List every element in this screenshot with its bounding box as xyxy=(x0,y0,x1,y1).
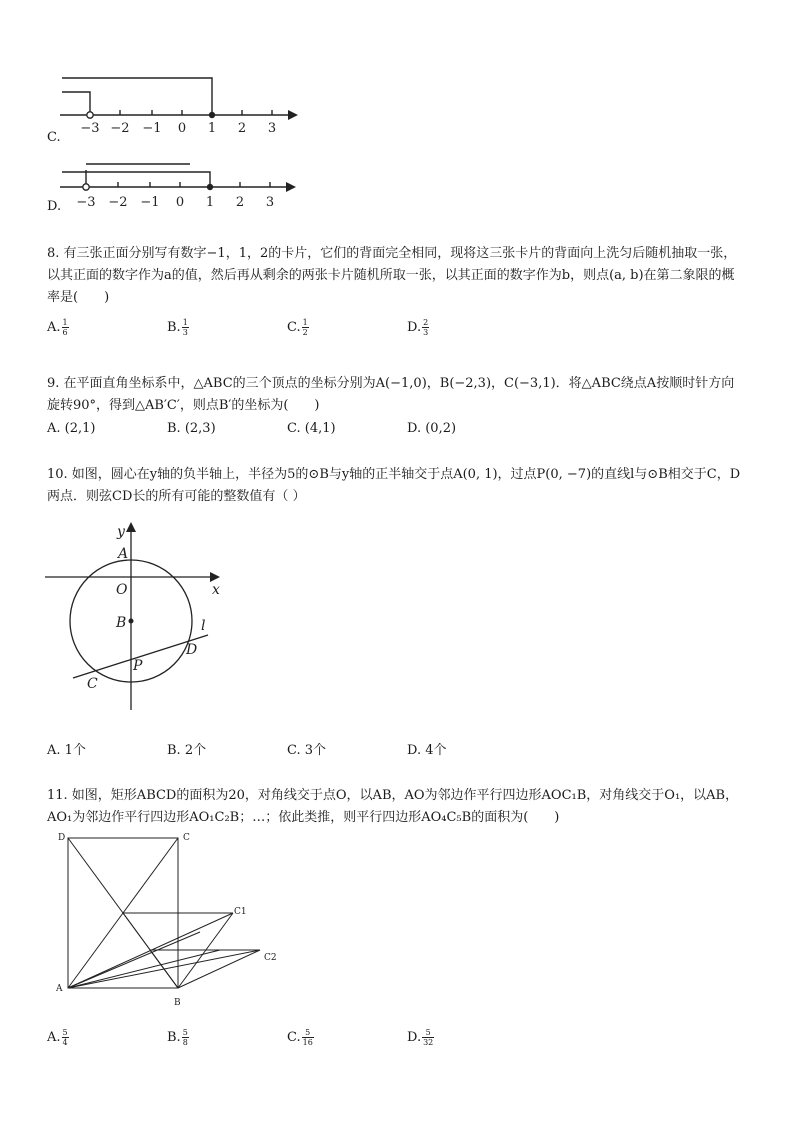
tick-label: 0 xyxy=(175,195,185,210)
option-c-label: C. xyxy=(47,130,61,145)
numerator: 1 xyxy=(182,318,188,327)
denominator: 16 xyxy=(302,1038,313,1047)
choice-letter: D. xyxy=(407,320,422,335)
question-10-text: 10. 如图，圆心在y轴的负半轴上，半径为5的⊙B与y轴的正半轴交于点A(0, 1)，过点P(0, −7)的直线l与⊙B相交于C，D两点．则弦CD长的所有可能的整数值有（ ） xyxy=(47,467,741,504)
choice-letter: D. xyxy=(407,1030,422,1045)
choice-a xyxy=(47,1028,69,1047)
question-8-text: 8. 有三张正面分别写有数字−1，1，2的卡片，它们的背面完全相同，现将这三张卡片的背面向上洗匀后随机抽取一张，以其正面的数字作为a的值，然后再从剩余的两张卡片随机所取一张，以其正面的数字作为b，则点(a, b)在第二象限的概率是( ) xyxy=(47,246,737,305)
choice-a: A. (2,1) xyxy=(47,421,96,436)
choice-letter: A. xyxy=(47,320,61,335)
choice-c: C. (4,1) xyxy=(287,421,336,436)
tick-label: −2 xyxy=(108,195,128,210)
label-l: l xyxy=(201,618,206,634)
tick-label: −1 xyxy=(142,121,162,136)
label-y: y xyxy=(117,524,125,540)
fraction xyxy=(422,318,429,337)
label-x: x xyxy=(212,582,220,598)
label-c: C xyxy=(87,676,98,692)
choice-b: B. 2个 xyxy=(167,743,207,758)
choice-d xyxy=(407,318,429,337)
fraction xyxy=(422,1028,434,1047)
choice-d: D. (0,2) xyxy=(407,421,457,436)
fraction xyxy=(302,1028,314,1047)
rectangle-figure xyxy=(50,828,290,1013)
choice-b xyxy=(167,318,189,337)
choice-a xyxy=(47,318,69,337)
tick-label: 3 xyxy=(265,195,275,210)
question-9-text: 9. 在平面直角坐标系中，△ABC的三个顶点的坐标分别为A(−1,0)，B(−2,3)，C(−3,1)．将△ABC绕点A按顺时针方向旋转90°，得到△AB′C′，则点B′的坐标为( ) xyxy=(47,376,735,413)
label-o: O xyxy=(116,582,128,598)
denominator: 3 xyxy=(182,328,188,337)
choice-letter: C. xyxy=(287,320,301,335)
label-a: A xyxy=(56,984,63,994)
choice-c xyxy=(287,318,309,337)
numerator: 5 xyxy=(62,1028,68,1037)
number-line-c xyxy=(40,70,300,150)
label-c1: C1 xyxy=(234,907,247,917)
tick-label: −1 xyxy=(140,195,160,210)
label-d: D xyxy=(58,833,66,843)
tick-label: 2 xyxy=(235,195,245,210)
tick-label: 3 xyxy=(267,121,277,136)
circle-figure xyxy=(40,520,240,715)
question-11-text: 11. 如图，矩形ABCD的面积为20，对角线交于点O，以AB，AO为邻边作平行四边形AOC₁B，对角线交于O₁，以AB，AO₁为邻边作平行四边形AO₁C₂B；…；依此类推，则平行四边形AO₄C₅B的面积为( ) xyxy=(47,788,739,825)
numerator: 5 xyxy=(182,1028,188,1037)
tick-label: −3 xyxy=(80,121,100,136)
number-line-d xyxy=(40,158,300,220)
numerator: 1 xyxy=(62,318,68,327)
denominator: 4 xyxy=(62,1038,68,1047)
denominator: 3 xyxy=(423,328,429,337)
tick-label: 1 xyxy=(207,121,217,136)
fraction xyxy=(302,318,309,337)
fraction xyxy=(62,318,69,337)
choice-letter: B. xyxy=(167,320,181,335)
label-c2: C2 xyxy=(264,953,277,963)
choice-letter: A. xyxy=(47,1030,61,1045)
choice-b: B. (2,3) xyxy=(167,421,216,436)
label-c: C xyxy=(183,833,190,843)
choice-c: C. 3个 xyxy=(287,743,327,758)
choice-c xyxy=(287,1028,314,1047)
fraction xyxy=(182,318,189,337)
tick-label: 1 xyxy=(205,195,215,210)
numerator: 1 xyxy=(302,318,308,327)
numerator: 5 xyxy=(422,1028,434,1038)
tick-label: −2 xyxy=(110,121,130,136)
denominator: 32 xyxy=(423,1038,434,1047)
label-b: B xyxy=(116,615,127,631)
tick-label: −3 xyxy=(76,195,96,210)
label-d: D xyxy=(186,642,198,658)
choice-d: D. 4个 xyxy=(407,743,447,758)
choice-letter: C. xyxy=(287,1030,301,1045)
denominator: 2 xyxy=(302,328,308,337)
fraction xyxy=(62,1028,69,1047)
label-b: B xyxy=(174,998,181,1008)
choice-b xyxy=(167,1028,189,1047)
fraction xyxy=(182,1028,189,1047)
denominator: 6 xyxy=(62,328,68,337)
numerator: 2 xyxy=(423,318,429,327)
label-p: P xyxy=(133,658,143,674)
choice-a: A. 1个 xyxy=(47,743,86,758)
option-d-label: D. xyxy=(47,199,62,214)
choice-d xyxy=(407,1028,434,1047)
label-a: A xyxy=(118,546,129,562)
tick-label: 0 xyxy=(177,121,187,136)
tick-label: 2 xyxy=(237,121,247,136)
denominator: 8 xyxy=(182,1038,188,1047)
choice-letter: B. xyxy=(167,1030,181,1045)
numerator: 5 xyxy=(302,1028,314,1038)
